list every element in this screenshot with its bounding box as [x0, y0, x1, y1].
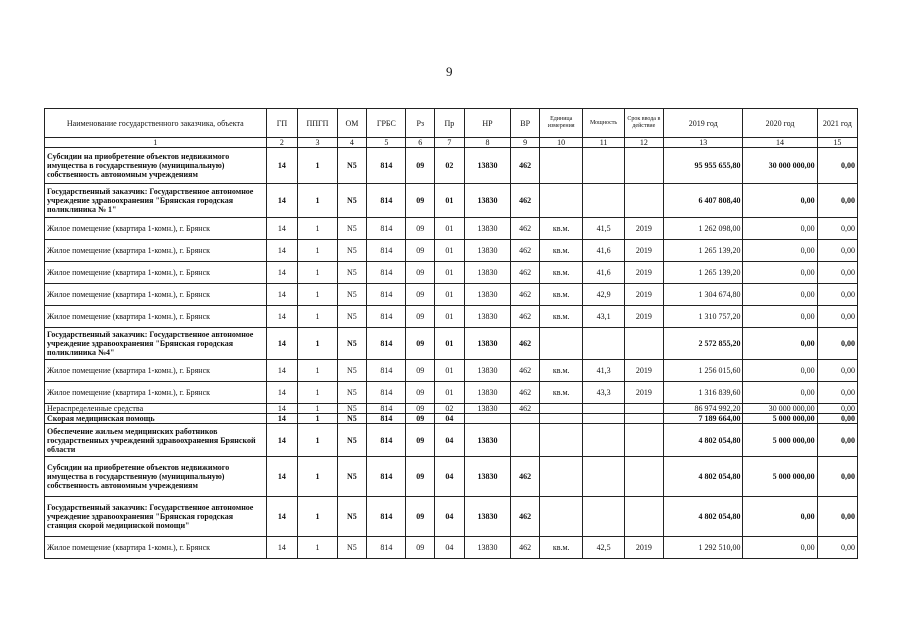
table-cell: 14 — [266, 382, 298, 404]
table-cell: N5 — [337, 424, 367, 457]
table-cell: 462 — [511, 148, 540, 184]
table-cell: 1 — [298, 424, 337, 457]
table-cell: N5 — [337, 284, 367, 306]
header-cell: Пр — [435, 109, 465, 138]
table-cell: 0,00 — [743, 497, 817, 537]
table-cell: 09 — [406, 184, 435, 218]
table-cell: 814 — [367, 404, 406, 414]
table-cell: 4 802 054,80 — [663, 457, 742, 497]
table-cell: 4 802 054,80 — [663, 497, 742, 537]
table-cell: 814 — [367, 306, 406, 328]
page-number: 9 — [446, 64, 453, 79]
row-name-cell: Субсидии на приобретение объектов недвижимого имущества в государственную (муниципальную) собственность автономным учреждениям — [45, 457, 267, 497]
table-cell: 14 — [266, 537, 298, 559]
table-cell: 0,00 — [817, 306, 857, 328]
table-cell: 09 — [406, 306, 435, 328]
table-cell: 1 265 139,20 — [663, 240, 742, 262]
row-name-cell: Жилое помещение (квартира 1-комн.), г. Брянск — [45, 537, 267, 559]
table-cell: 462 — [511, 404, 540, 414]
row-name-cell: Скорая медицинская помощь — [45, 414, 267, 424]
table-cell: 09 — [406, 497, 435, 537]
table-cell: 09 — [406, 424, 435, 457]
table-cell: 1 — [298, 240, 337, 262]
row-name-cell: Жилое помещение (квартира 1-комн.), г. Брянск — [45, 218, 267, 240]
table-cell: кв.м. — [539, 360, 582, 382]
table-cell: 462 — [511, 184, 540, 218]
row-name-cell: Субсидии на приобретение объектов недвижимого имущества в государственную (муниципальную) собственность автономным учреждениям — [45, 148, 267, 184]
table-cell: 13830 — [464, 328, 511, 360]
table-cell: 814 — [367, 148, 406, 184]
table-cell — [539, 184, 582, 218]
table-cell: 1 — [298, 262, 337, 284]
table-cell: кв.м. — [539, 382, 582, 404]
table-cell: 0,00 — [743, 537, 817, 559]
table-cell — [539, 424, 582, 457]
table-row — [45, 148, 858, 184]
table-cell: 86 974 992,20 — [663, 404, 742, 414]
table-cell — [583, 457, 624, 497]
table-row — [45, 262, 858, 284]
table-cell: N5 — [337, 262, 367, 284]
row-name-cell: Жилое помещение (квартира 1-комн.), г. Брянск — [45, 360, 267, 382]
table-cell: кв.м. — [539, 240, 582, 262]
table-cell: 0,00 — [817, 262, 857, 284]
header-cell: Рз — [406, 109, 435, 138]
table-row — [45, 457, 858, 497]
table-cell: 6 407 808,40 — [663, 184, 742, 218]
table-cell: 814 — [367, 382, 406, 404]
table-cell — [624, 497, 663, 537]
column-number: 7 — [435, 138, 465, 148]
table-cell: 04 — [435, 537, 465, 559]
table-cell: N5 — [337, 457, 367, 497]
table-cell: 13830 — [464, 360, 511, 382]
table-cell: 462 — [511, 328, 540, 360]
table-cell: 01 — [435, 360, 465, 382]
table-cell — [624, 404, 663, 414]
table-cell — [511, 414, 540, 424]
table-cell: 13830 — [464, 457, 511, 497]
column-number: 6 — [406, 138, 435, 148]
table-cell: 1 — [298, 457, 337, 497]
row-name-cell: Жилое помещение (квартира 1-комн.), г. Брянск — [45, 240, 267, 262]
table-header-row — [45, 109, 858, 138]
table-cell: 14 — [266, 148, 298, 184]
table-cell: 14 — [266, 184, 298, 218]
table-cell: 1 — [298, 148, 337, 184]
table-cell: 1 — [298, 306, 337, 328]
table-cell: 01 — [435, 184, 465, 218]
table-cell: 14 — [266, 360, 298, 382]
table-cell: 1 — [298, 218, 337, 240]
table-cell: 814 — [367, 262, 406, 284]
row-name-cell: Жилое помещение (квартира 1-комн.), г. Брянск — [45, 306, 267, 328]
column-number: 5 — [367, 138, 406, 148]
row-name-cell: Жилое помещение (квартира 1-комн.), г. Брянск — [45, 284, 267, 306]
table-cell: 0,00 — [743, 218, 817, 240]
table-cell: 09 — [406, 218, 435, 240]
table-cell: 2019 — [624, 306, 663, 328]
table-cell: 09 — [406, 284, 435, 306]
table-cell: 09 — [406, 240, 435, 262]
column-number: 15 — [817, 138, 857, 148]
column-number: 9 — [511, 138, 540, 148]
table-cell: 43,3 — [583, 382, 624, 404]
table-cell: 09 — [406, 262, 435, 284]
table-cell: 1 262 098,00 — [663, 218, 742, 240]
table-cell: N5 — [337, 240, 367, 262]
table-cell: 1 — [298, 360, 337, 382]
table-cell — [583, 404, 624, 414]
table-cell: 2019 — [624, 360, 663, 382]
table-cell: N5 — [337, 497, 367, 537]
table-cell: 14 — [266, 284, 298, 306]
table-cell: 0,00 — [743, 284, 817, 306]
table-cell: 814 — [367, 240, 406, 262]
table-cell: 814 — [367, 414, 406, 424]
table-cell: 02 — [435, 404, 465, 414]
table-cell: 2019 — [624, 537, 663, 559]
table-cell: 09 — [406, 404, 435, 414]
table-cell: 14 — [266, 240, 298, 262]
table-cell — [464, 414, 511, 424]
table-cell: 13830 — [464, 537, 511, 559]
table-cell: 30 000 000,00 — [743, 404, 817, 414]
table-cell: N5 — [337, 382, 367, 404]
table-cell: 2019 — [624, 284, 663, 306]
table-cell: 14 — [266, 262, 298, 284]
table-cell — [583, 328, 624, 360]
column-number: 8 — [464, 138, 511, 148]
row-name-cell: Жилое помещение (квартира 1-комн.), г. Брянск — [45, 262, 267, 284]
column-number: 4 — [337, 138, 367, 148]
table-row — [45, 284, 858, 306]
table-cell: 814 — [367, 537, 406, 559]
table-cell — [624, 148, 663, 184]
table-cell: 14 — [266, 328, 298, 360]
table-cell: 462 — [511, 382, 540, 404]
table-cell: 09 — [406, 148, 435, 184]
table-cell: 0,00 — [743, 328, 817, 360]
table-cell: 1 — [298, 404, 337, 414]
table-cell: 41,5 — [583, 218, 624, 240]
row-name-cell: Обеспечение жильем медицинских работников государственных учреждений здравоохранения Брянской области — [45, 424, 267, 457]
table-cell: N5 — [337, 306, 367, 328]
table-cell: 2019 — [624, 382, 663, 404]
table-cell: 0,00 — [817, 404, 857, 414]
table-cell: 0,00 — [817, 360, 857, 382]
column-number: 1 — [45, 138, 267, 148]
table-cell: 04 — [435, 497, 465, 537]
table-cell: 01 — [435, 306, 465, 328]
column-number: 11 — [583, 138, 624, 148]
table-cell: 41,3 — [583, 360, 624, 382]
table-cell: 42,9 — [583, 284, 624, 306]
table-cell: N5 — [337, 414, 367, 424]
table-cell — [539, 414, 582, 424]
table-row — [45, 414, 858, 424]
table-row — [45, 306, 858, 328]
column-number: 3 — [298, 138, 337, 148]
table-cell: 814 — [367, 328, 406, 360]
table-cell: 0,00 — [817, 218, 857, 240]
table-cell: 04 — [435, 414, 465, 424]
table-cell: 814 — [367, 457, 406, 497]
table-cell — [583, 424, 624, 457]
table-cell: 14 — [266, 218, 298, 240]
row-name-cell: Государственный заказчик: Государственное автономное учреждение здравоохранения "Брянская городская поликлиника № 1" — [45, 184, 267, 218]
table-cell: 462 — [511, 262, 540, 284]
table-cell: 01 — [435, 218, 465, 240]
table-cell: 14 — [266, 306, 298, 328]
header-cell: ВР — [511, 109, 540, 138]
header-cell: ОМ — [337, 109, 367, 138]
table-cell: 13830 — [464, 284, 511, 306]
table-cell: 0,00 — [743, 360, 817, 382]
header-cell: Наименование государственного заказчика, объекта — [45, 109, 267, 138]
header-cell: Срок ввода в действие — [624, 109, 663, 138]
table-cell — [624, 328, 663, 360]
table-cell — [624, 424, 663, 457]
row-name-cell: Государственный заказчик: Государственное автономное учреждение здравоохранения "Брянская городская поликлиника №4" — [45, 328, 267, 360]
table-cell: 462 — [511, 537, 540, 559]
table-cell: 01 — [435, 240, 465, 262]
table-cell: 09 — [406, 414, 435, 424]
header-cell: 2019 год — [663, 109, 742, 138]
header-cell: Мощность — [583, 109, 624, 138]
table-cell: 1 304 674,80 — [663, 284, 742, 306]
table-cell: 0,00 — [743, 306, 817, 328]
table-cell: 462 — [511, 284, 540, 306]
table-cell: 462 — [511, 497, 540, 537]
header-cell: 2021 год — [817, 109, 857, 138]
table-cell: 04 — [435, 457, 465, 497]
row-name-cell: Нераспределенные средства — [45, 404, 267, 414]
table-cell: 0,00 — [817, 537, 857, 559]
header-cell: Единица измерения — [539, 109, 582, 138]
table-cell: 462 — [511, 240, 540, 262]
table-cell: кв.м. — [539, 284, 582, 306]
table-cell: 1 — [298, 284, 337, 306]
table-cell: кв.м. — [539, 306, 582, 328]
table-cell: 2 572 855,20 — [663, 328, 742, 360]
table-cell: N5 — [337, 148, 367, 184]
table-cell — [583, 497, 624, 537]
table-cell: 09 — [406, 382, 435, 404]
table-cell: 01 — [435, 262, 465, 284]
table-row — [45, 537, 858, 559]
table-cell: 1 — [298, 184, 337, 218]
table-cell: 13830 — [464, 184, 511, 218]
table-cell: 7 189 664,00 — [663, 414, 742, 424]
table-cell: N5 — [337, 328, 367, 360]
table-cell: 1 292 510,00 — [663, 537, 742, 559]
table-cell: N5 — [337, 404, 367, 414]
table-cell — [583, 184, 624, 218]
table-cell: 814 — [367, 284, 406, 306]
table-cell: 09 — [406, 328, 435, 360]
table-cell — [624, 414, 663, 424]
header-cell: ГРБС — [367, 109, 406, 138]
table-cell: 13830 — [464, 148, 511, 184]
table-cell: 14 — [266, 457, 298, 497]
table-cell: 0,00 — [817, 284, 857, 306]
table-cell: 0,00 — [817, 328, 857, 360]
table-cell: 0,00 — [743, 382, 817, 404]
column-number-row — [45, 138, 858, 148]
table-cell: 13830 — [464, 306, 511, 328]
table-cell: 0,00 — [817, 148, 857, 184]
table-row — [45, 382, 858, 404]
table-cell: 814 — [367, 184, 406, 218]
column-number: 12 — [624, 138, 663, 148]
table-cell — [583, 414, 624, 424]
table-cell: 4 802 054,80 — [663, 424, 742, 457]
table-cell: 1 310 757,20 — [663, 306, 742, 328]
table-cell: 43,1 — [583, 306, 624, 328]
table-cell: 814 — [367, 218, 406, 240]
column-number: 2 — [266, 138, 298, 148]
header-cell: ППГП — [298, 109, 337, 138]
table-row — [45, 360, 858, 382]
row-name-cell: Государственный заказчик: Государственное автономное учреждение здравоохранения "Брянская городская станция скорой медицинской помощи" — [45, 497, 267, 537]
table-cell: 0,00 — [817, 240, 857, 262]
table-row — [45, 497, 858, 537]
header-cell: 2020 год — [743, 109, 817, 138]
table-cell — [624, 457, 663, 497]
table-cell: 13830 — [464, 497, 511, 537]
table-cell: 462 — [511, 218, 540, 240]
table-cell — [511, 424, 540, 457]
table-cell: 01 — [435, 382, 465, 404]
table-cell: 42,5 — [583, 537, 624, 559]
table-cell: 462 — [511, 360, 540, 382]
table-cell: 814 — [367, 424, 406, 457]
table-cell — [539, 328, 582, 360]
table-cell: 5 000 000,00 — [743, 424, 817, 457]
table-cell: 462 — [511, 457, 540, 497]
table-cell: 814 — [367, 497, 406, 537]
budget-table — [44, 108, 858, 559]
table-cell: 0,00 — [817, 424, 857, 457]
table-cell: 814 — [367, 360, 406, 382]
table-cell: 462 — [511, 306, 540, 328]
table-row — [45, 404, 858, 414]
table-cell: кв.м. — [539, 218, 582, 240]
table-cell: 14 — [266, 414, 298, 424]
table-cell: 0,00 — [743, 262, 817, 284]
table-cell: 1 — [298, 497, 337, 537]
table-cell: 14 — [266, 404, 298, 414]
table-cell: 1 265 139,20 — [663, 262, 742, 284]
table-cell: 0,00 — [817, 414, 857, 424]
table-cell: 0,00 — [817, 497, 857, 537]
table-cell: 1 — [298, 328, 337, 360]
row-name-cell: Жилое помещение (квартира 1-комн.), г. Брянск — [45, 382, 267, 404]
table-cell: 0,00 — [743, 240, 817, 262]
table-cell: 1 256 015,60 — [663, 360, 742, 382]
table-cell: 0,00 — [743, 184, 817, 218]
column-number: 10 — [539, 138, 582, 148]
table-cell: 09 — [406, 457, 435, 497]
header-cell: ГП — [266, 109, 298, 138]
table-cell: 09 — [406, 360, 435, 382]
table-cell: N5 — [337, 537, 367, 559]
table-cell: 13830 — [464, 262, 511, 284]
table-cell: 2019 — [624, 240, 663, 262]
table-cell: 13830 — [464, 424, 511, 457]
table-cell: 41,6 — [583, 240, 624, 262]
table-cell: 13830 — [464, 240, 511, 262]
column-number: 14 — [743, 138, 817, 148]
table-cell: 95 955 655,80 — [663, 148, 742, 184]
table-cell: кв.м. — [539, 537, 582, 559]
table-cell: N5 — [337, 184, 367, 218]
table-cell: N5 — [337, 360, 367, 382]
table-cell — [539, 148, 582, 184]
table-cell — [583, 148, 624, 184]
table-cell: 2019 — [624, 262, 663, 284]
table-cell: 1 — [298, 382, 337, 404]
table-cell — [624, 184, 663, 218]
table-cell: кв.м. — [539, 262, 582, 284]
table-cell: 2019 — [624, 218, 663, 240]
header-cell: НР — [464, 109, 511, 138]
table-cell: 04 — [435, 424, 465, 457]
column-number: 13 — [663, 138, 742, 148]
table-cell: 5 000 000,00 — [743, 414, 817, 424]
table-row — [45, 240, 858, 262]
table-cell: 13830 — [464, 404, 511, 414]
table-cell: 5 000 000,00 — [743, 457, 817, 497]
table-cell: 09 — [406, 537, 435, 559]
table-cell: 01 — [435, 328, 465, 360]
table-row — [45, 184, 858, 218]
table-cell: 1 — [298, 537, 337, 559]
table-row — [45, 218, 858, 240]
table-cell: 1 — [298, 414, 337, 424]
table-cell — [539, 404, 582, 414]
table-row — [45, 328, 858, 360]
table-cell: 01 — [435, 284, 465, 306]
table-cell — [539, 457, 582, 497]
table-cell: 14 — [266, 424, 298, 457]
table-cell: 14 — [266, 497, 298, 537]
table-cell: 0,00 — [817, 457, 857, 497]
table-cell: N5 — [337, 218, 367, 240]
table-cell — [539, 497, 582, 537]
table-cell: 13830 — [464, 382, 511, 404]
table-cell: 1 316 839,60 — [663, 382, 742, 404]
table-cell: 13830 — [464, 218, 511, 240]
table-cell: 0,00 — [817, 382, 857, 404]
table-cell: 41,6 — [583, 262, 624, 284]
table-cell: 30 000 000,00 — [743, 148, 817, 184]
table-row — [45, 424, 858, 457]
table-cell: 0,00 — [817, 184, 857, 218]
table-cell: 02 — [435, 148, 465, 184]
